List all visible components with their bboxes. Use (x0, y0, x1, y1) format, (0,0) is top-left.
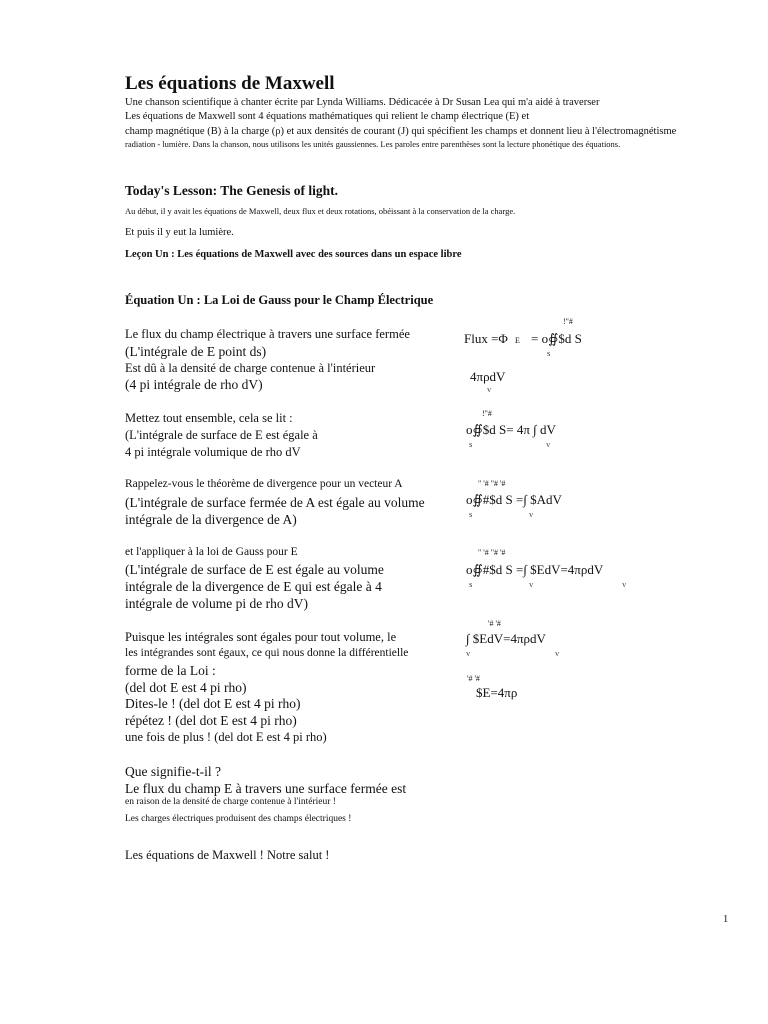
equation-text: ∫ $EdV=4πρdV (466, 631, 546, 646)
lyric-line: Rappelez-vous le théorème de divergence pour un vecteur A (125, 478, 403, 490)
equation-text: o∯#$d S =∫ $EdV=4πρdV (466, 562, 604, 577)
lyric-line: (4 pi intégrale de rho dV) (125, 377, 263, 392)
equation-limit: S (469, 513, 473, 519)
lyric-line: (L'intégrale de surface de E est égale à (125, 428, 318, 442)
equation-limit: V (622, 583, 627, 589)
equation-vector-marks: !"# (563, 317, 573, 326)
lyric-line: forme de la Loi : (125, 663, 216, 678)
lesson-subheading: Leçon Un : Les équations de Maxwell avec des sources dans un espace libre (125, 249, 462, 260)
equation-limit: V (529, 513, 534, 519)
lyric-line: une fois de plus ! (del dot E est 4 pi rho) (125, 730, 327, 744)
intro-line: Les équations de Maxwell sont 4 équations mathématiques qui relient le champ électrique (E) et (125, 111, 530, 122)
equation-text: o∯$d S= 4π ∫ dV (466, 422, 556, 437)
lyric-line: (del dot E est 4 pi rho) (125, 680, 247, 695)
lyric-line: intégrale de volume pi de rho dV) (125, 596, 308, 611)
equation-text: Flux =Φ (464, 331, 508, 346)
lesson-text: Au début, il y avait les équations de Maxwell, deux flux et deux rotations, obéissant à la conservation de la charge. (125, 206, 516, 216)
lyric-line: (L'intégrale de surface fermée de A est égale au volume (125, 495, 425, 510)
equation-text: 4πρdV (470, 369, 506, 384)
equation-subscript: E (515, 336, 520, 345)
intro-line: radiation - lumière. Dans la chanson, nous utilisons les unités gaussiennes. Les paroles entre parenthèses sont la lecture phonétique des équations. (125, 139, 621, 149)
equation-limit: S (469, 443, 473, 449)
equation-limit: V (466, 652, 471, 658)
equation-vector-marks: " '# "# '# (478, 479, 506, 488)
equation-limit: V (546, 443, 551, 449)
equation-vector-marks: !"# (482, 409, 492, 418)
equation-text: o∯#$d S =∫ $AdV (466, 492, 562, 507)
lyric-line: 4 pi intégrale volumique de rho dV (125, 445, 301, 459)
lyric-line: et l'appliquer à la loi de Gauss pour E (125, 546, 298, 558)
lyric-line: Mettez tout ensemble, cela se lit : (125, 411, 293, 425)
lyric-line: Est dû à la densité de charge contenue à l'intérieur (125, 361, 376, 375)
lyric-line: Dites-le ! (del dot E est 4 pi rho) (125, 696, 301, 711)
lyric-line: en raison de la densité de charge contenue à l'intérieur ! (125, 797, 336, 807)
lyric-line: Que signifie-t-il ? (125, 764, 221, 779)
lyric-line: répétez ! (del dot E est 4 pi rho) (125, 713, 297, 728)
lyric-line: (L'intégrale de surface de E est égale au volume (125, 562, 384, 577)
equation-limit: V (487, 388, 492, 394)
lyric-line: Puisque les intégrales sont égales pour tout volume, le (125, 630, 397, 644)
page-number: 1 (723, 914, 729, 925)
lyric-line: intégrale de la divergence de E qui est égale à 4 (125, 579, 382, 594)
lyric-line: (L'intégrale de E point ds) (125, 344, 267, 359)
lesson-heading: Today's Lesson: The Genesis of light. (125, 183, 339, 198)
equation-limit: V (555, 652, 560, 658)
equation-limit: S (469, 583, 473, 589)
intro-line: Une chanson scientifique à chanter écrite par Lynda Williams. Dédicacée à Dr Susan Lea qui m'a aidé à traverser (125, 97, 600, 108)
lyric-line: Le flux du champ électrique à travers une surface fermée (125, 327, 410, 341)
lyric-line: les intégrandes sont égaux, ce qui nous donne la différentielle (125, 647, 409, 659)
equation-vector-marks: '# '# (488, 619, 501, 628)
lyric-line: Le flux du champ E à travers une surface fermée est (125, 781, 407, 796)
page-title: Les équations de Maxwell (125, 73, 335, 94)
equation-limit: V (529, 583, 534, 589)
closing-line: Les équations de Maxwell ! Notre salut ! (125, 848, 330, 862)
lyric-line: Les charges électriques produisent des champs électriques ! (125, 814, 352, 824)
equation-vector-marks: '# '# (467, 674, 480, 683)
equation-vector-marks: " '# "# '# (478, 548, 506, 557)
lesson-text: Et puis il y eut la lumière. (125, 227, 234, 238)
section-heading: Équation Un : La Loi de Gauss pour le Champ Électrique (125, 293, 434, 307)
equation-text: = o∯$d S (531, 331, 582, 346)
intro-line: champ magnétique (B) à la charge (ρ) et aux densités de courant (J) qui spécifient les champs et donnent lieu à l'électromagnétisme (125, 126, 677, 137)
equation-text: $E=4πρ (476, 685, 518, 700)
lyric-line: intégrale de la divergence de A) (125, 512, 297, 527)
equation-limit: S (547, 352, 551, 358)
